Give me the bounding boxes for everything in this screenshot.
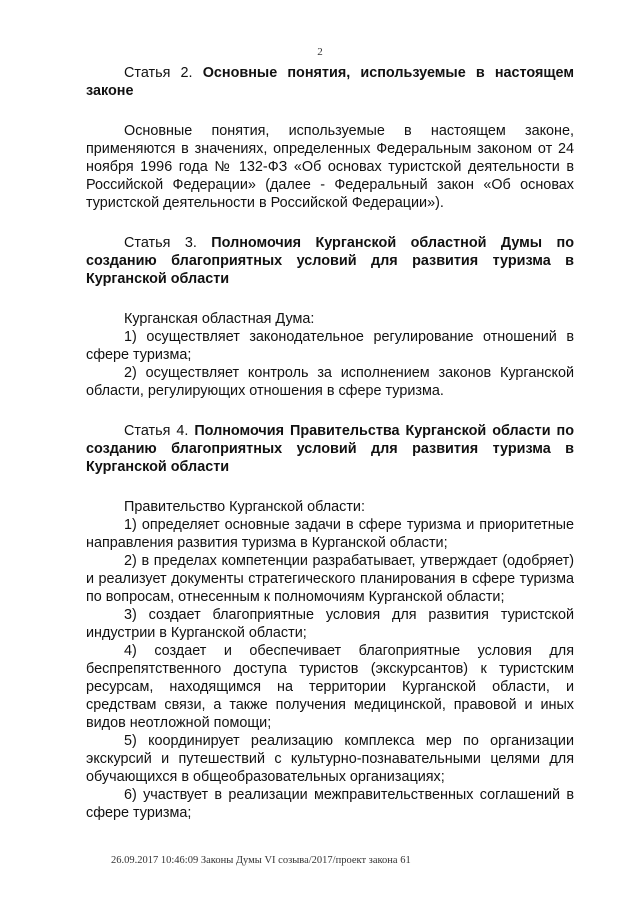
article-3-list bbox=[86, 328, 574, 400]
document-footer: 26.09.2017 10:46:09 Законы Думы VI созыва/2017/проект закона 61 bbox=[111, 855, 411, 866]
list-item: 3) создает благоприятные условия для развития туристской индустрии в Курганской области; bbox=[86, 607, 574, 641]
list-item: 1) определяет основные задачи в сфере туризма и приоритетные направления развития туризма в Курганской области; bbox=[86, 517, 574, 551]
article-3-heading bbox=[86, 234, 574, 288]
article-title: Основные понятия, используемые в настоящем законе bbox=[86, 65, 574, 99]
list-item: 2) осуществляет контроль за исполнением законов Курганской области, регулирующих отношения в сфере туризма. bbox=[86, 365, 574, 399]
article-3-intro: Курганская областная Дума: bbox=[124, 311, 315, 327]
article-2-body: Основные понятия, используемые в настоящем законе, применяются в значениях, определенных Федеральным законом от 24 ноября 1996 года № 132-ФЗ «Об основах туристской деятельности в Российской Федерации» (далее - Федеральный закон «Об основах туристской деятельности в Российской Федерации»). bbox=[86, 123, 574, 211]
article-label: Статья 2. bbox=[124, 65, 193, 81]
list-item: 1) осуществляет законодательное регулирование отношений в сфере туризма; bbox=[86, 329, 574, 363]
list-item: 4) создает и обеспечивает благоприятные условия для беспрепятственного доступа туристов (экскурсантов) к туристским ресурсам, находящимся на территории Курганской области, и средствам связи, а также получения медицинской, правовой и иных видов неотложной помощи; bbox=[86, 643, 574, 731]
article-2-heading bbox=[86, 64, 574, 100]
document-body bbox=[86, 64, 574, 822]
article-label: Статья 3. bbox=[124, 235, 197, 251]
article-label: Статья 4. bbox=[124, 423, 189, 439]
list-item: 2) в пределах компетенции разрабатывает, утверждает (одобряет) и реализует документы стратегического планирования в сфере туризма по вопросам, отнесенным к полномочиям Курганской области; bbox=[86, 553, 574, 605]
list-item: 6) участвует в реализации межправительственных соглашений в сфере туризма; bbox=[86, 787, 574, 821]
article-4-intro: Правительство Курганской области: bbox=[124, 499, 365, 515]
article-4-list bbox=[86, 516, 574, 822]
article-4-heading bbox=[86, 422, 574, 476]
article-title: Полномочия Курганской областной Думы по созданию благоприятных условий для развития туризма в Курганской области bbox=[86, 235, 575, 287]
article-title: Полномочия Правительства Курганской области по созданию благоприятных условий для развития туризма в Курганской области bbox=[86, 423, 575, 475]
page-number: 2 bbox=[317, 46, 323, 58]
list-item: 5) координирует реализацию комплекса мер по организации экскурсий и путешествий с культурно-познавательными целями для обучающихся в общеобразовательных организациях; bbox=[86, 733, 574, 785]
